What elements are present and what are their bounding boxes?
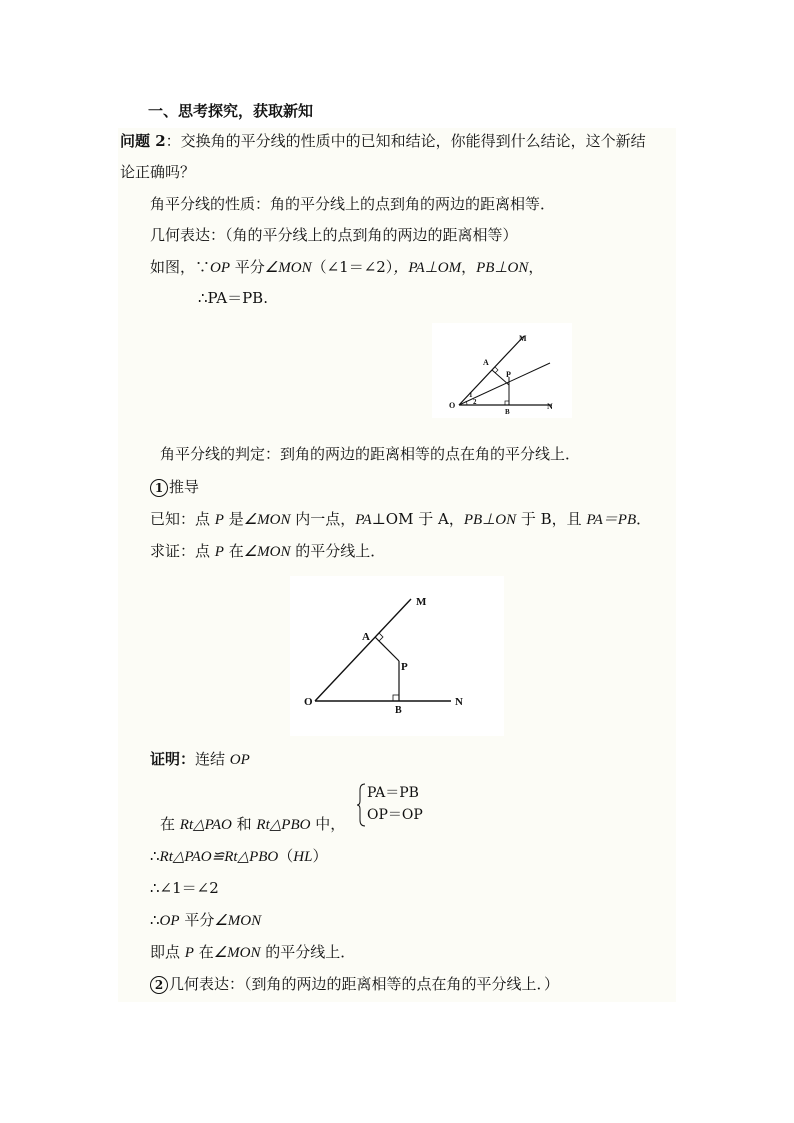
brace-icon [357, 782, 367, 828]
brace-system [357, 782, 437, 828]
proof-congruent [150, 846, 327, 867]
condition-text: （∠1＝∠2） [311, 258, 394, 276]
final-end: 的平分线上． [260, 943, 356, 961]
because-text: 如图，∵ [150, 258, 211, 276]
fig2-label-m: M [416, 596, 427, 608]
bisect-angle: ∠MON [214, 913, 262, 929]
step2-number: 2 [150, 976, 168, 994]
in-prefix: 在 [160, 815, 180, 833]
given-angle: ∠MON [243, 512, 291, 528]
figure-1-diagram [432, 323, 572, 418]
given-pa: PA [355, 512, 372, 528]
question-text-1: ：交换角的平分线的性质中的已知和结论，你能得到什么结论，这个新结 [165, 132, 646, 150]
given-p: P [214, 512, 224, 528]
step1-heading [150, 477, 199, 497]
fig1-label-1: 1 [469, 391, 473, 399]
bisect-op: OP [159, 913, 180, 929]
comma: ， [461, 258, 477, 276]
question-line-1 [120, 131, 646, 151]
given-end: ． [636, 510, 652, 528]
figure-1 [432, 323, 572, 418]
fig2-label-a: A [362, 631, 370, 643]
property-as-shown [150, 257, 543, 278]
fig2-label-n: N [455, 696, 463, 708]
given-pb: PB [463, 512, 483, 528]
congruent-expr: Rt△PAO≌Rt△PBO [159, 849, 279, 865]
prove-line [150, 541, 385, 562]
final-p: P [184, 945, 194, 961]
proof-in-triangles [160, 814, 345, 835]
reason-open: （ [278, 847, 294, 865]
therefore-2: ∴ [150, 911, 160, 929]
step2-line [150, 974, 559, 994]
fig1-label-n: N [547, 402, 553, 411]
fig1-label-2: 2 [473, 398, 477, 406]
given-eq: PA＝PB [586, 512, 637, 528]
final-angle: ∠MON [213, 945, 261, 961]
given-mid1: 是 [223, 510, 244, 528]
proof-bisects [150, 910, 261, 931]
proof-start [150, 749, 250, 770]
fig2-label-o: O [304, 696, 313, 708]
reason-hl: HL [293, 849, 313, 865]
proof-connect: 连结 [195, 750, 230, 768]
figure-2-diagram [290, 576, 504, 736]
brace-line-1: PA＝PB [367, 785, 419, 801]
criterion-statement: 角平分线的判定：到角的两边的距离相等的点在角的平分线上． [160, 445, 581, 463]
proof-connect-op: OP [229, 752, 250, 768]
brace-line-2: OP＝OP [367, 807, 423, 823]
in-suffix: 中， [310, 815, 346, 833]
prove-prefix: 求证：点 [150, 542, 215, 560]
property-statement: 角平分线的性质：角的平分线上的点到角的两边的距离相等． [150, 195, 556, 213]
given-mid2: 内一点， [290, 510, 356, 528]
prove-end: 的平分线上． [290, 542, 386, 560]
perp-pb-on: PB⊥ON [476, 260, 529, 276]
reason-close: ） [312, 847, 328, 865]
step1-label: 推导 [169, 478, 200, 496]
question-line-2: 论正确吗？ [120, 163, 196, 181]
op-text: OP [210, 260, 231, 276]
fig1-label-m: M [519, 334, 527, 343]
final-mid: 在 [193, 943, 214, 961]
fig2-label-p: P [401, 661, 408, 673]
triangle-pao: Rt△PAO [179, 817, 232, 833]
perp-pa-om: ，PA⊥OM [393, 260, 462, 276]
section-heading: 一、思考探究，获取新知 [148, 102, 314, 120]
given-at-a: 于 A， [413, 510, 464, 528]
proof-label: 证明： [150, 750, 196, 768]
and-text: 和 [231, 815, 257, 833]
proof-angles-equal: ∴∠1＝∠2 [150, 879, 219, 897]
given-perp-on: ⊥ON [482, 512, 517, 528]
property-geo-expr: 几何表达：（角的平分线上的点到角的两边的距离相等） [150, 226, 518, 244]
question-label: 问题 2 [120, 132, 166, 150]
bisect-mid: 平分 [179, 911, 215, 929]
given-prefix: 已知：点 [150, 510, 215, 528]
comma-tail: ， [528, 258, 544, 276]
bisects-text: 平分 [230, 258, 265, 276]
angle-mon: ∠MON [264, 260, 312, 276]
fig1-label-o: O [449, 401, 456, 410]
step2-text: 几何表达：（到角的两边的距离相等的点在角的平分线上．） [169, 975, 560, 993]
given-line [150, 509, 651, 530]
final-prefix: 即点 [150, 943, 185, 961]
fig1-label-p: P [506, 370, 511, 379]
figure-2 [290, 576, 504, 736]
prove-p: P [214, 544, 224, 560]
triangle-pbo: Rt△PBO [256, 817, 311, 833]
step1-number: 1 [150, 479, 168, 497]
fig2-label-b: B [395, 705, 402, 716]
proof-final [150, 942, 355, 963]
fig1-label-b: B [505, 408, 510, 416]
prove-angle: ∠MON [243, 544, 291, 560]
prove-mid: 在 [223, 542, 244, 560]
therefore-1: ∴ [150, 847, 160, 865]
given-perp-om: ⊥OM [371, 510, 414, 528]
fig1-label-a: A [483, 358, 489, 367]
given-at-b: 于 B，且 [516, 510, 587, 528]
property-conclusion: ∴PA＝PB. [198, 289, 268, 307]
